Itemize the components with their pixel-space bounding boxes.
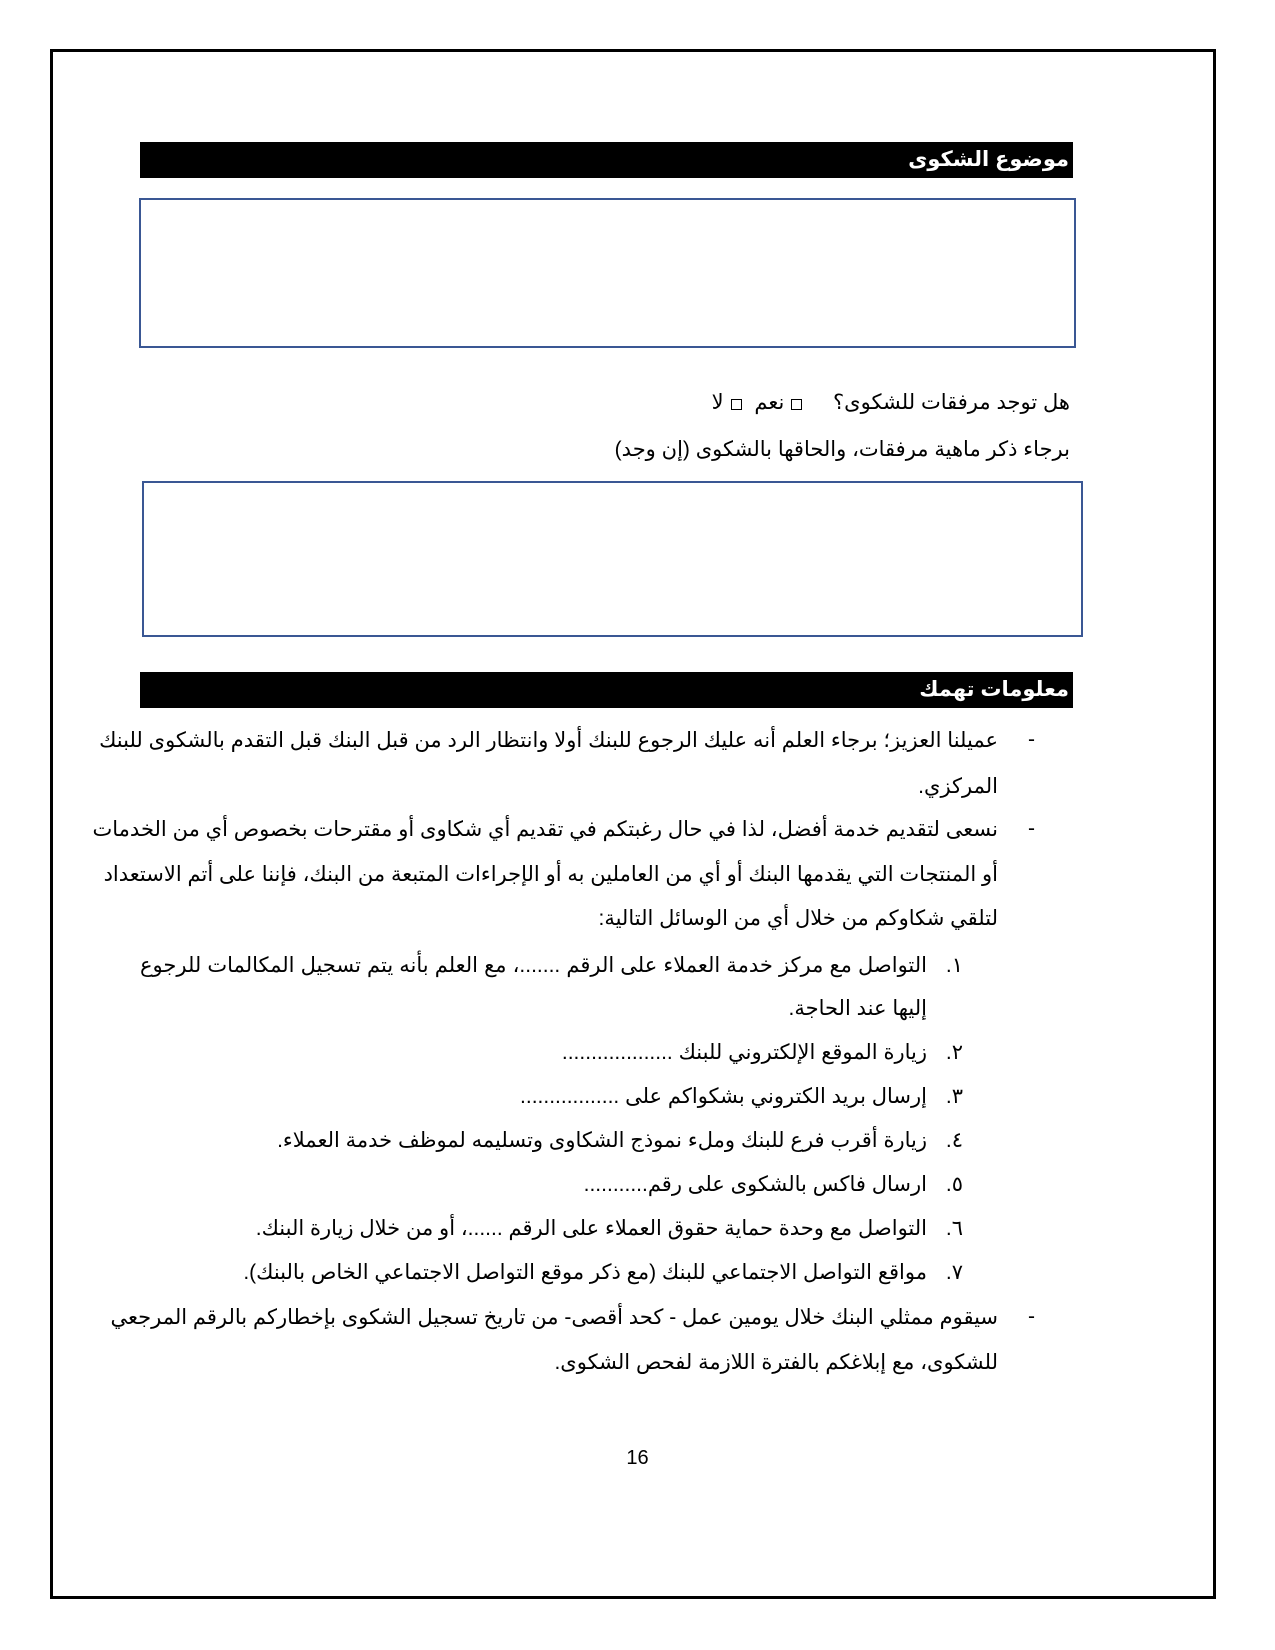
channel-number: ٤. xyxy=(945,1129,963,1152)
bullet-marker: - xyxy=(1028,817,1035,840)
channel-1-line1: التواصل مع مركز خدمة العملاء على الرقم .......، مع العلم بأنه يتم تسجيل المكالمات للرجوع xyxy=(140,954,927,977)
complaint-subject-heading-text: موضوع الشكوى xyxy=(908,148,1069,171)
channel-number: ٢. xyxy=(945,1041,963,1064)
attachments-textbox[interactable] xyxy=(142,481,1083,637)
channel-3-line1: إرسال بريد الكتروني بشكواكم على ................. xyxy=(520,1085,927,1108)
bullet3-line1: سيقوم ممثلي البنك خلال يومين عمل - كحد أقصى- من تاريخ تسجيل الشكوى بإخطاركم بالرقم المرجعي xyxy=(110,1306,998,1329)
attachments-yes-checkbox[interactable] xyxy=(791,399,802,410)
bullet1-line1: عميلنا العزيز؛ برجاء العلم أنه عليك الرجوع للبنك أولا وانتظار الرد من قبل البنك قبل التقدم بالشكوى للبنك xyxy=(99,729,998,752)
channel-number: ٥. xyxy=(945,1173,963,1196)
channel-7-line1: مواقع التواصل الاجتماعي للبنك (مع ذكر موقع التواصل الاجتماعي الخاص بالبنك). xyxy=(243,1261,927,1284)
bullet2-line3: لتلقي شكاوكم من خلال أي من الوسائل التالية: xyxy=(598,907,998,930)
channel-6-line1: التواصل مع وحدة حماية حقوق العملاء على الرقم ......، أو من خلال زيارة البنك. xyxy=(255,1217,927,1240)
info-heading-text: معلومات تهمك xyxy=(919,678,1069,701)
bullet3-line2: للشكوى، مع إبلاغكم بالفترة اللازمة لفحص الشكوى. xyxy=(554,1351,998,1374)
channel-number: ٣. xyxy=(945,1085,963,1108)
channel-5-line1: ارسال فاكس بالشكوى على رقم........... xyxy=(583,1173,927,1196)
bullet2-line2: أو المنتجات التي يقدمها البنك أو أي من العاملين به أو الإجراءات المتبعة من البنك، فإننا على أتم الاستعداد xyxy=(103,863,998,886)
page-number: 16 xyxy=(626,1447,649,1469)
attachments-yes-label: نعم xyxy=(754,391,785,414)
channel-4-line1: زيارة أقرب فرع للبنك وملء نموذج الشكاوى وتسليمه لموظف خدمة العملاء. xyxy=(277,1129,927,1152)
bullet-marker: - xyxy=(1028,1305,1035,1328)
channel-number: ٦. xyxy=(945,1217,963,1240)
channel-number: ١. xyxy=(945,954,963,977)
complaint-subject-textbox[interactable] xyxy=(139,198,1076,348)
channel-number: ٧. xyxy=(945,1261,963,1284)
channel-2-line1: زيارة الموقع الإلكتروني للبنك ................... xyxy=(561,1041,927,1064)
attachments-instruction: برجاء ذكر ماهية مرفقات، والحاقها بالشكوى (إن وجد) xyxy=(614,438,1070,461)
bullet2-line1: نسعى لتقديم خدمة أفضل، لذا في حال رغبتكم في تقديم أي شكاوى أو مقترحات بخصوص أي من الخدمات xyxy=(92,818,998,841)
attachments-question-row xyxy=(712,390,1070,415)
info-heading xyxy=(140,672,1073,708)
bullet1-line2: المركزي. xyxy=(918,775,998,798)
complaint-subject-heading xyxy=(140,142,1073,178)
channel-1-line2: إليها عند الحاجة. xyxy=(788,997,927,1020)
attachments-no-label: لا xyxy=(711,391,724,414)
bullet-marker: - xyxy=(1028,728,1035,751)
attachments-question: هل توجد مرفقات للشكوى؟ xyxy=(833,391,1070,414)
attachments-no-checkbox[interactable] xyxy=(731,399,742,410)
